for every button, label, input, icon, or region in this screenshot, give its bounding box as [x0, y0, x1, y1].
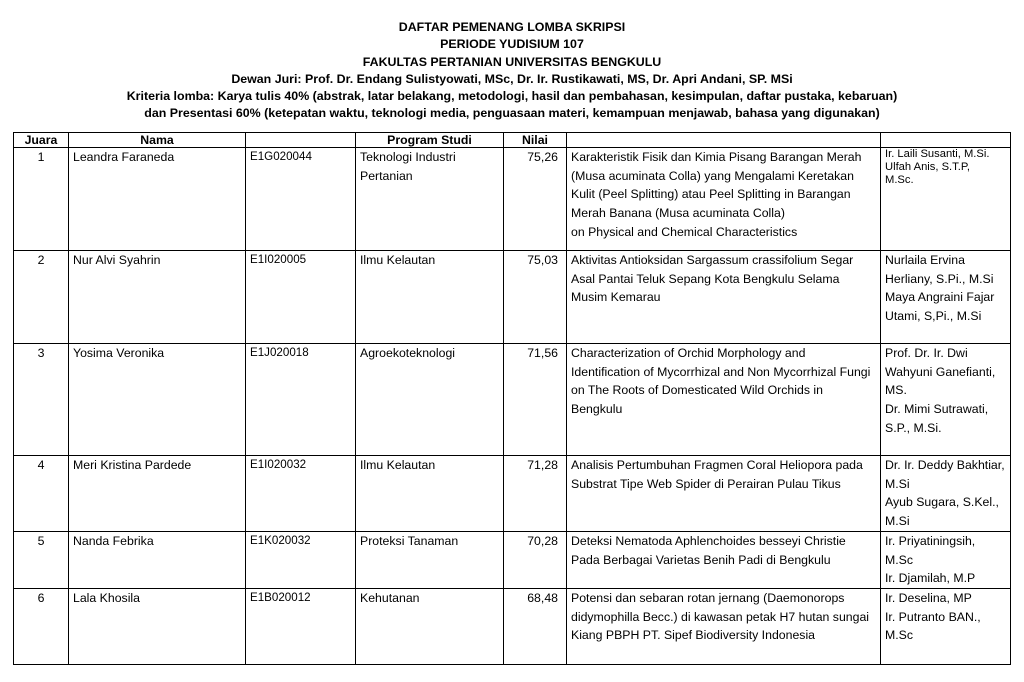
header-nim — [246, 133, 356, 148]
document-faculty: FAKULTAS PERTANIAN UNIVERSITAS BENGKULU — [362, 54, 662, 69]
criteria-line-continued: dan Presentasi 60% (ketepatan waktu, teknologi media, penguasaan materi, kemampuan menjawab, bahasa yang digunakan) — [144, 106, 880, 121]
thesis-title-cell: Characterization of Orchid Morphology and Identification of Mycorrhizal and Non Mycorrhizal Fungi on The Roots of Domesticated Wild Orchids in Bengkulu — [567, 344, 881, 456]
table-header-row — [14, 133, 1011, 148]
score-cell: 75,03 — [504, 251, 567, 344]
student-id-cell: E1K020032 — [246, 531, 356, 588]
header-judul — [567, 133, 881, 148]
supervisor-cell: Ir. Laili Susanti, M.Si. Ulfah Anis, S.T.P, M.Sc. — [881, 148, 1011, 251]
score-cell: 71,56 — [504, 344, 567, 456]
student-id-cell: E1I020032 — [246, 456, 356, 532]
score-cell: 75,26 — [504, 148, 567, 251]
rank-cell: 5 — [14, 531, 69, 588]
header-pembimbing — [881, 133, 1011, 148]
study-program-cell: Kehutanan — [356, 588, 504, 664]
name-cell: Leandra Faraneda — [69, 148, 246, 251]
thesis-title-cell: Analisis Pertumbuhan Fragmen Coral Heliopora pada Substrat Tipe Web Spider di Perairan Pulau Tikus — [567, 456, 881, 532]
criteria-line: Kriteria lomba: Karya tulis 40% (abstrak, latar belakang, metodologi, hasil dan pembahasan, kesimpulan, daftar pustaka, kebaruan) — [126, 89, 898, 104]
table-row — [14, 588, 1011, 664]
winners-table — [13, 132, 1011, 665]
table-row — [14, 251, 1011, 344]
rank-cell: 4 — [14, 456, 69, 532]
student-id-cell: E1I020005 — [246, 251, 356, 344]
thesis-title-cell: Potensi dan sebaran rotan jernang (Daemonorops didymophilla Becc.) di kawasan petak H7 hutan sungai Kiang PBPH PT. Sipef Biodiversity Indonesia — [567, 588, 881, 664]
rank-cell: 1 — [14, 148, 69, 251]
supervisor-cell: Dr. Ir. Deddy Bakhtiar, M.Si Ayub Sugara, S.Kel., M.Si — [881, 456, 1011, 532]
score-cell: 68,48 — [504, 588, 567, 664]
student-id-cell: E1B020012 — [246, 588, 356, 664]
score-cell: 70,28 — [504, 531, 567, 588]
table-row — [14, 531, 1011, 588]
table-row — [14, 344, 1011, 456]
document-period: PERIODE YUDISIUM 107 — [440, 37, 584, 52]
document-header — [0, 19, 1024, 123]
thesis-title-cell: Deteksi Nematoda Aphlenchoides besseyi Christie Pada Berbagai Varietas Benih Padi di Bengkulu — [567, 531, 881, 588]
jury-line: Dewan Juri: Prof. Dr. Endang Sulistyowati, MSc, Dr. Ir. Rustikawati, MS, Dr. Apri Andani, SP. MSi — [231, 71, 793, 86]
student-id-cell: E1J020018 — [246, 344, 356, 456]
rank-cell: 3 — [14, 344, 69, 456]
name-cell: Lala Khosila — [69, 588, 246, 664]
study-program-cell: Ilmu Kelautan — [356, 251, 504, 344]
study-program-cell: Agroekoteknologi — [356, 344, 504, 456]
name-cell: Meri Kristina Pardede — [69, 456, 246, 532]
study-program-cell: Teknologi Industri Pertanian — [356, 148, 504, 251]
table-row — [14, 456, 1011, 532]
name-cell: Nanda Febrika — [69, 531, 246, 588]
study-program-cell: Ilmu Kelautan — [356, 456, 504, 532]
rank-cell: 2 — [14, 251, 69, 344]
name-cell: Nur Alvi Syahrin — [69, 251, 246, 344]
study-program-cell: Proteksi Tanaman — [356, 531, 504, 588]
header-nilai: Nilai — [504, 133, 567, 148]
supervisor-cell: Ir. Priyatiningsih, M.Sc Ir. Djamilah, M.P — [881, 531, 1011, 588]
supervisor-cell: Nurlaila Ervina Herliany, S.Pi., M.Si Maya Angraini Fajar Utami, S,Pi., M.Si — [881, 251, 1011, 344]
supervisor-cell: Prof. Dr. Ir. Dwi Wahyuni Ganefianti, MS. Dr. Mimi Sutrawati, S.P., M.Si. — [881, 344, 1011, 456]
thesis-title-cell: Aktivitas Antioksidan Sargassum crassifolium Segar Asal Pantai Teluk Sepang Kota Bengkulu Selama Musim Kemarau — [567, 251, 881, 344]
document-title: DAFTAR PEMENANG LOMBA SKRIPSI — [398, 20, 626, 34]
student-id-cell: E1G020044 — [246, 148, 356, 251]
thesis-title-cell: Karakteristik Fisik dan Kimia Pisang Barangan Merah (Musa acuminata Colla) yang Mengalami Keretakan Kulit (Peel Splitting) atau Peel Splitting in Barangan Merah Banana (Musa acuminata Colla) on Physical and Chemical Characteristics — [567, 148, 881, 251]
header-juara: Juara — [14, 133, 69, 148]
score-cell: 71,28 — [504, 456, 567, 532]
header-nama: Nama — [69, 133, 246, 148]
name-cell: Yosima Veronika — [69, 344, 246, 456]
header-program-studi: Program Studi — [356, 133, 504, 148]
table-row — [14, 148, 1011, 251]
supervisor-cell: Ir. Deselina, MP Ir. Putranto BAN., M.Sc — [881, 588, 1011, 664]
rank-cell: 6 — [14, 588, 69, 664]
